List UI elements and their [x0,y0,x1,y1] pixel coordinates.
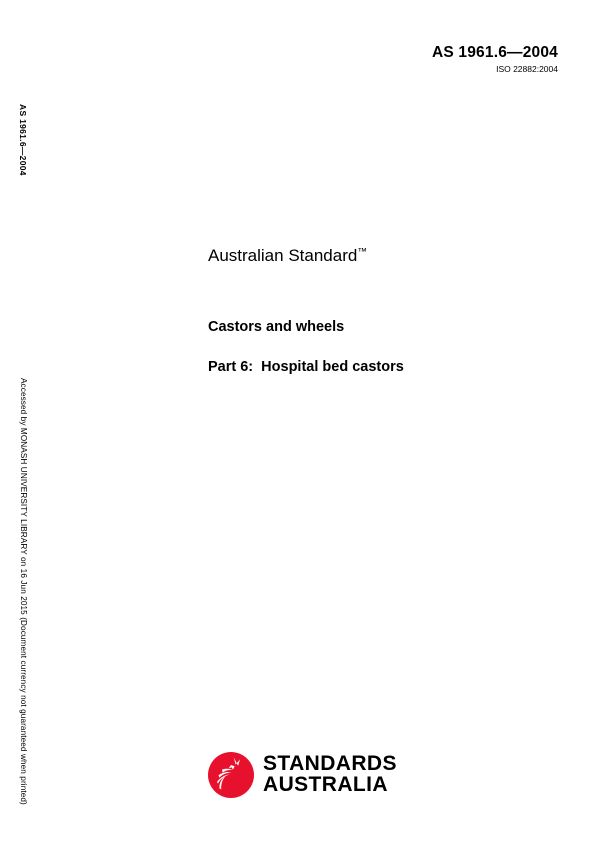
document-type [208,246,548,266]
spine-access-notice: Accessed by MONASH UNIVERSITY LIBRARY on 16 Jun 2015 (Document currency not guaranteed when printed) [19,378,28,805]
document-type-label: Australian Standard [208,246,358,265]
logo-line-2: AUSTRALIA [263,773,388,796]
logo-line-1: STANDARDS [263,752,397,776]
document-title: Castors and wheels [208,319,345,336]
standards-australia-star-icon [208,752,254,798]
title-block [208,246,548,376]
iso-reference: ISO 22882:2004 [496,64,558,75]
document-part: Part 6: Hospital bed castors [208,358,404,375]
trademark-symbol: ™ [357,246,367,258]
document-header [432,44,558,74]
logo-wordmark [263,754,397,796]
standards-australia-logo [208,752,397,798]
standard-number: AS 1961.6—2004 [431,44,558,61]
logo-star-shape [208,752,254,798]
spine-identifier: AS 1961.6—2004 [18,104,28,176]
